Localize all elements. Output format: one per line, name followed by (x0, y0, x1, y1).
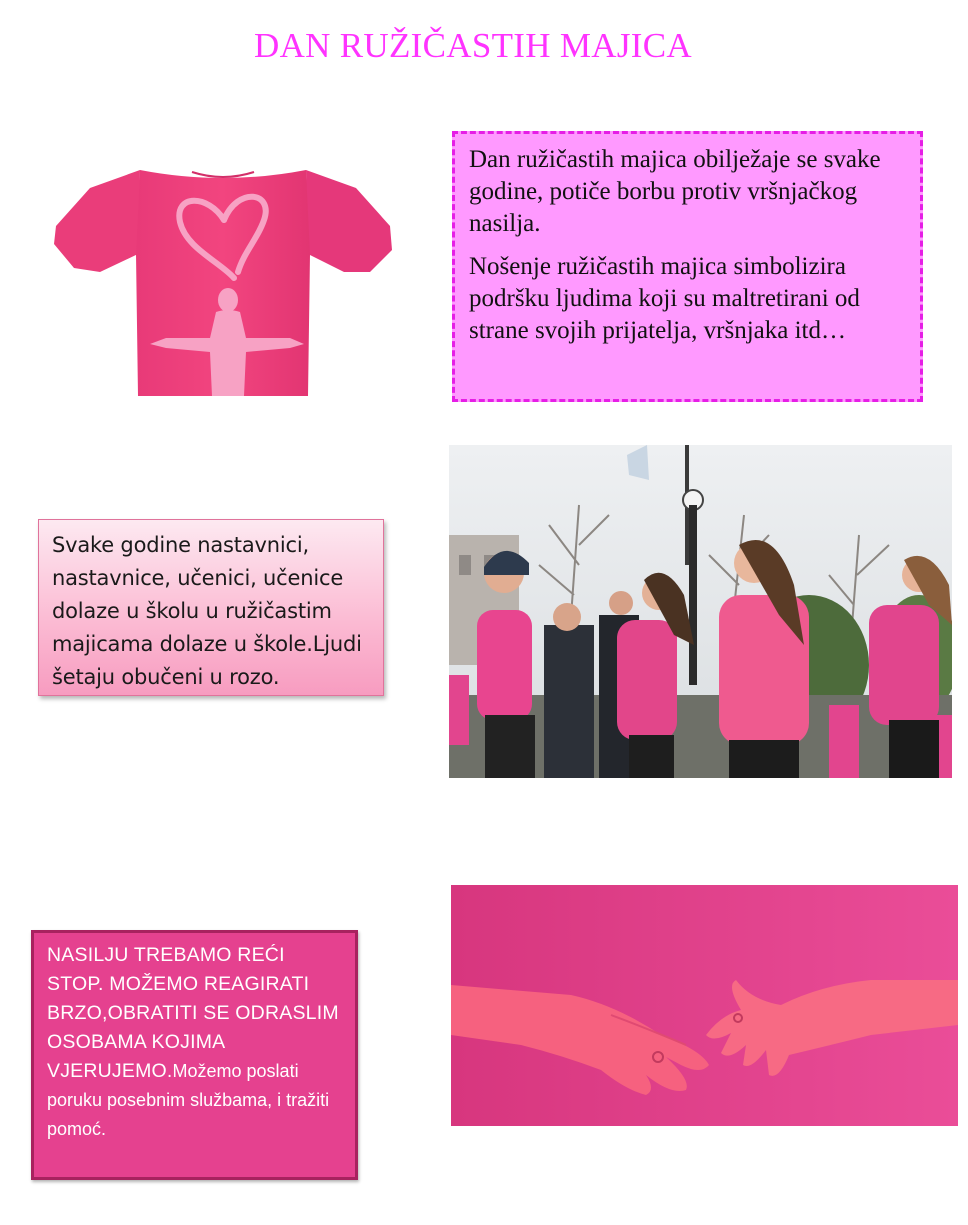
people-walking-photo (449, 445, 952, 778)
page-title: DAN RUŽIČASTIH MAJICA (254, 26, 692, 65)
box1-paragraph-2: Nošenje ružičastih majica simbolizira podršku ljudima koji su maltretirani od strane svojih prijatelja, vršnjaka itd… (469, 253, 860, 344)
box2-text: Svake godine nastavnici, nastavnice, učenici, učenice dolaze u školu u ružičastim majicama dolaze u škole.Ljudi šetaju obučeni u rozo. (52, 533, 362, 689)
tshirt-icon (52, 168, 394, 396)
info-box-stop-violence (31, 930, 358, 1180)
box3-text-upper: NASILJU TREBAMO REĆI STOP. MOŽEMO REAGIRATI BRZO,OBRATITI SE ODRASLIM OSOBAMA KOJIMA VJERUJEMO. (47, 944, 339, 1082)
box3-text-lower: Možemo poslati poruku posebnim službama, i tražiti pomoć. (47, 1061, 330, 1139)
info-box-about (452, 131, 923, 402)
info-box-school (38, 519, 384, 696)
box1-paragraph-1: Dan ružičastih majica obilježaje se svake godine, potiče borbu protiv vršnjačkog nasilja. (469, 146, 881, 237)
hands-reaching-photo (451, 885, 958, 1126)
